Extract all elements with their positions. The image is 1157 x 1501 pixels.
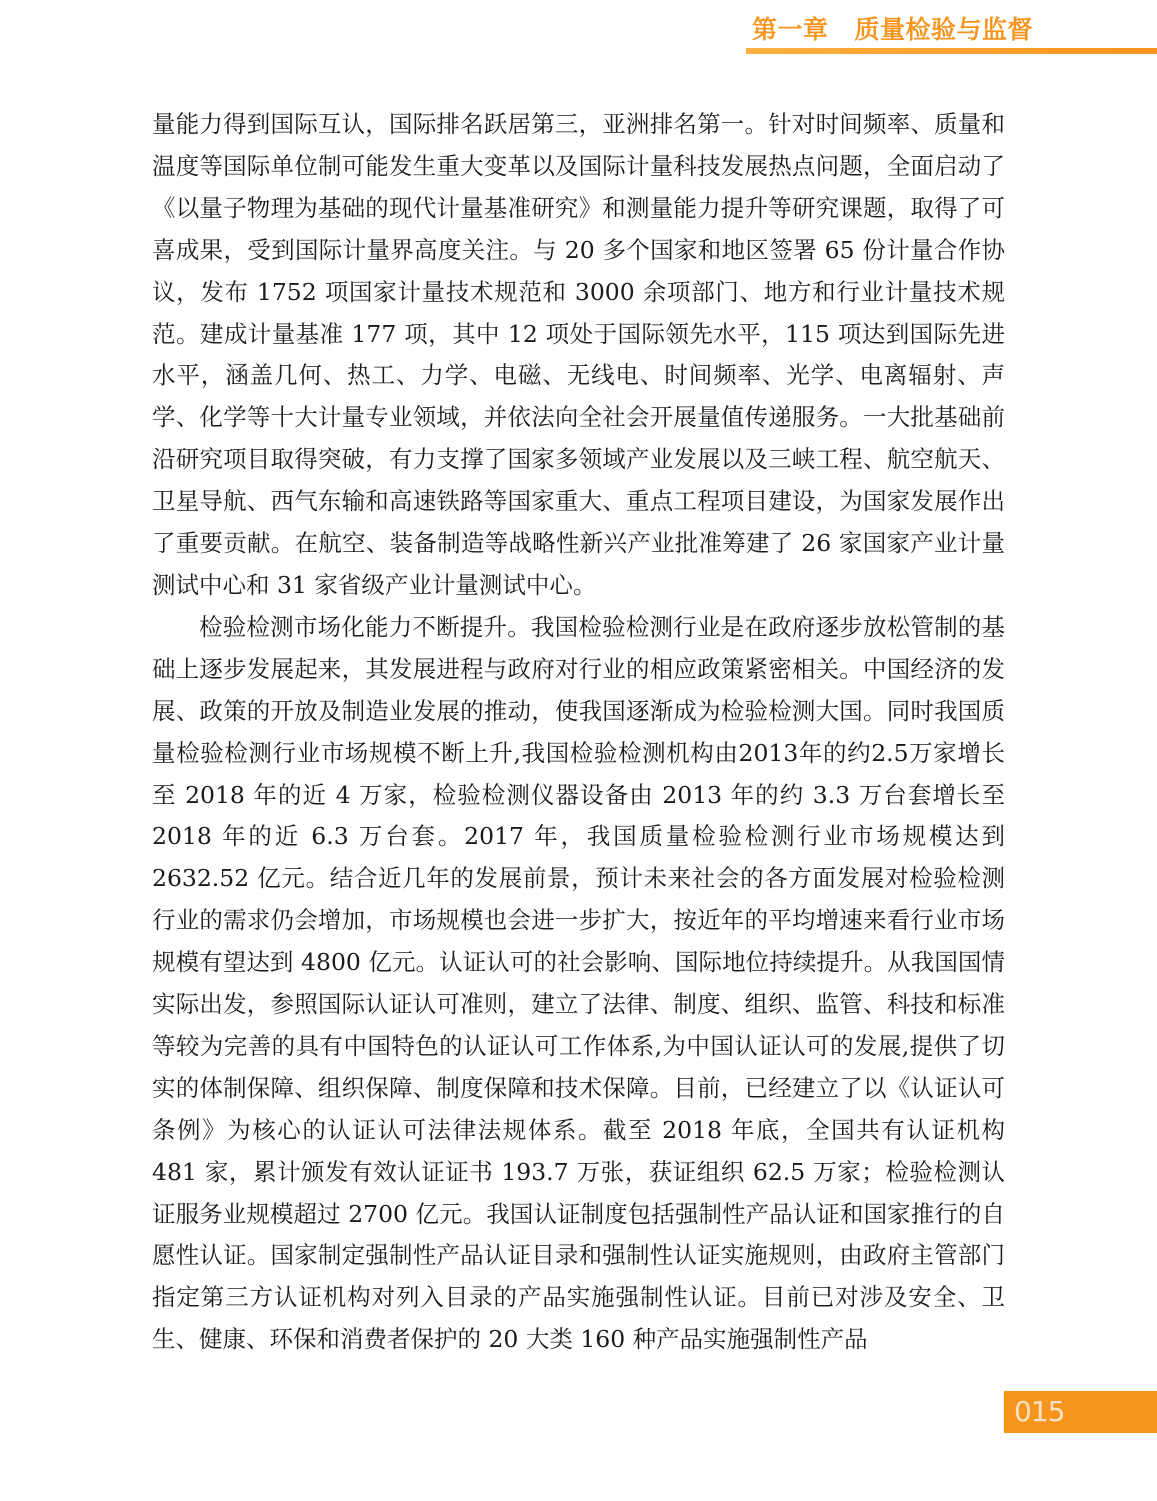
paragraph-1: 量能力得到国际互认，国际排名跃居第三，亚洲排名第一。针对时间频率、质量和温度等国际单位制可能发生重大变革以及国际计量科技发展热点问题，全面启动了《以量子物理为基础的现代计量基准研究》和测量能力提升等研究课题，取得了可喜成果，受到国际计量界高度关注。与 20 多个国家和地区签署 65 份计量合作协议，发布 1752 项国家计量技术规范和 3000 余项部门、地方和行业计量技术规范。建成计量基准 177 项，其中 12 项处于国际领先水平，115 项达到国际先进水平，涵盖几何、热工、力学、电磁、无线电、时间频率、光学、电离辐射、声学、化学等十大计量专业领域，并依法向全社会开展量值传递服务。一大批基础前沿研究项目取得突破，有力支撑了国家多领域产业发展以及三峡工程、航空航天、卫星导航、西气东输和高速铁路等国家重大、重点工程项目建设，为国家发展作出了重要贡献。在航空、装备制造等战略性新兴产业批准筹建了 26 家国家产业计量测试中心和 31 家省级产业计量测试中心。 xyxy=(152,110,1005,599)
header-rule xyxy=(746,48,1157,54)
chapter-label: 第一章 xyxy=(752,15,829,44)
chapter-header xyxy=(752,10,1033,46)
chapter-title: 质量检验与监督 xyxy=(854,15,1034,44)
page-number-badge xyxy=(1004,1391,1157,1433)
page-body xyxy=(152,104,1005,1361)
page-number: 015 xyxy=(1014,1395,1065,1428)
paragraph-2: 检验检测市场化能力不断提升。我国检验检测行业是在政府逐步放松管制的基础上逐步发展起来，其发展进程与政府对行业的相应政策紧密相关。中国经济的发展、政策的开放及制造业发展的推动，使我国逐渐成为检验检测大国。同时我国质量检验检测行业市场规模不断上升,我国检验检测机构由2013年的约2.5万家增长至 2018 年的近 4 万家，检验检测仪器设备由 2013 年的约 3.3 万台套增长至 2018 年的近 6.3 万台套。2017 年，我国质量检验检测行业市场规模达到2632.52 亿元。结合近几年的发展前景，预计未来社会的各方面发展对检验检测行业的需求仍会增加，市场规模也会进一步扩大，按近年的平均增速来看行业市场规模有望达到 4800 亿元。认证认可的社会影响、国际地位持续提升。从我国国情实际出发，参照国际认证认可准则，建立了法律、制度、组织、监管、科技和标准等较为完善的具有中国特色的认证认可工作体系,为中国认证认可的发展,提供了切实的体制保障、组织保障、制度保障和技术保障。目前，已经建立了以《认证认可条例》为核心的认证认可法律法规体系。截至 2018 年底，全国共有认证机构 481 家，累计颁发有效认证证书 193.7 万张，获证组织 62.5 万家；检验检测认证服务业规模超过 2700 亿元。我国认证制度包括强制性产品认证和国家推行的自愿性认证。国家制定强制性产品认证目录和强制性认证实施规则，由政府主管部门指定第三方认证机构对列入目录的产品实施强制性认证。目前已对涉及安全、卫生、健康、环保和消费者保护的 20 大类 160 种产品实施强制性产品 xyxy=(152,612,1005,1354)
